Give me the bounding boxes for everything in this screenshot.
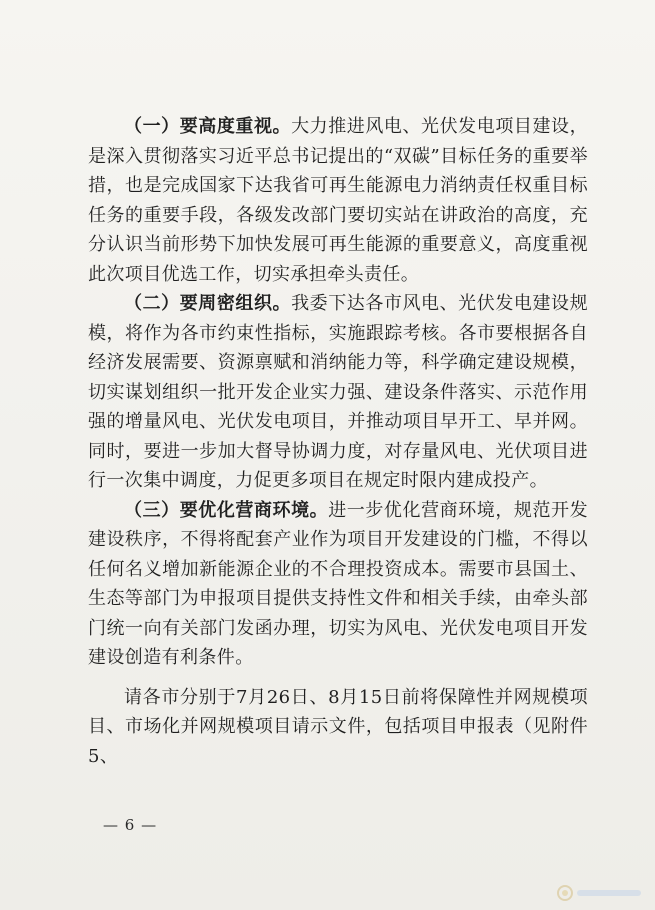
page-number: — 6 —: [103, 816, 158, 834]
watermark-logo-icon: [555, 882, 647, 904]
paragraph-1-text: 大力推进风电、光伏发电项目建设，是深入贯彻落实习近平总书记提出的“双碳”目标任务的重要举措，也是完成国家下达我省可再生能源电力消纳责任权重目标任务的重要手段，各级发改部门要切实站在讲政治的高度，充分认识当前形势下加快发展可再生能源的重要意义，高度重视此次项目优选工作，切实承担牵头责任。: [88, 116, 588, 285]
paragraph-2-text: 我委下达各市风电、光伏发电建设规模，将作为各市约束性指标，实施跟踪考核。各市要根据各自经济发展需要、资源禀赋和消纳能力等，科学确定建设规模，切实谋划组织一批开发企业实力强、建设条件落实、示范作用强的增量风电、光伏发电项目，并推动项目早开工、早并网。同时，要进一步加大督导协调力度，对存量风电、光伏项目进行一次集中调度，力促更多项目在规定时限内建成投产。: [88, 293, 588, 491]
paragraph-4-text: 请各市分别于7月26日、8月15日前将保障性并网规模项目、市场化并网规模项目请示文件，包括项目申报表（见附件5、: [88, 686, 588, 767]
paragraph-1: [88, 112, 588, 289]
paragraph-3-text: 进一步优化营商环境，规范开发建设秩序，不得将配套产业作为项目开发建设的门槛，不得以任何名义增加新能源企业的不合理投资成本。需要市县国土、生态等部门为申报项目提供支持性文件和相关手续，由牵头部门统一向有关部门发函办理，切实为风电、光伏发电项目开发建设创造有利条件。: [88, 499, 588, 668]
paragraph-2: [88, 289, 588, 496]
paragraph-2-heading: （二）要周密组织。: [124, 293, 292, 314]
document-body: [88, 112, 588, 771]
paragraph-4: [88, 683, 588, 772]
paragraph-3: [88, 496, 588, 673]
paragraph-3-heading: （三）要优化营商环境。: [124, 499, 329, 521]
paragraph-1-heading: （一）要高度重视。: [124, 116, 292, 137]
